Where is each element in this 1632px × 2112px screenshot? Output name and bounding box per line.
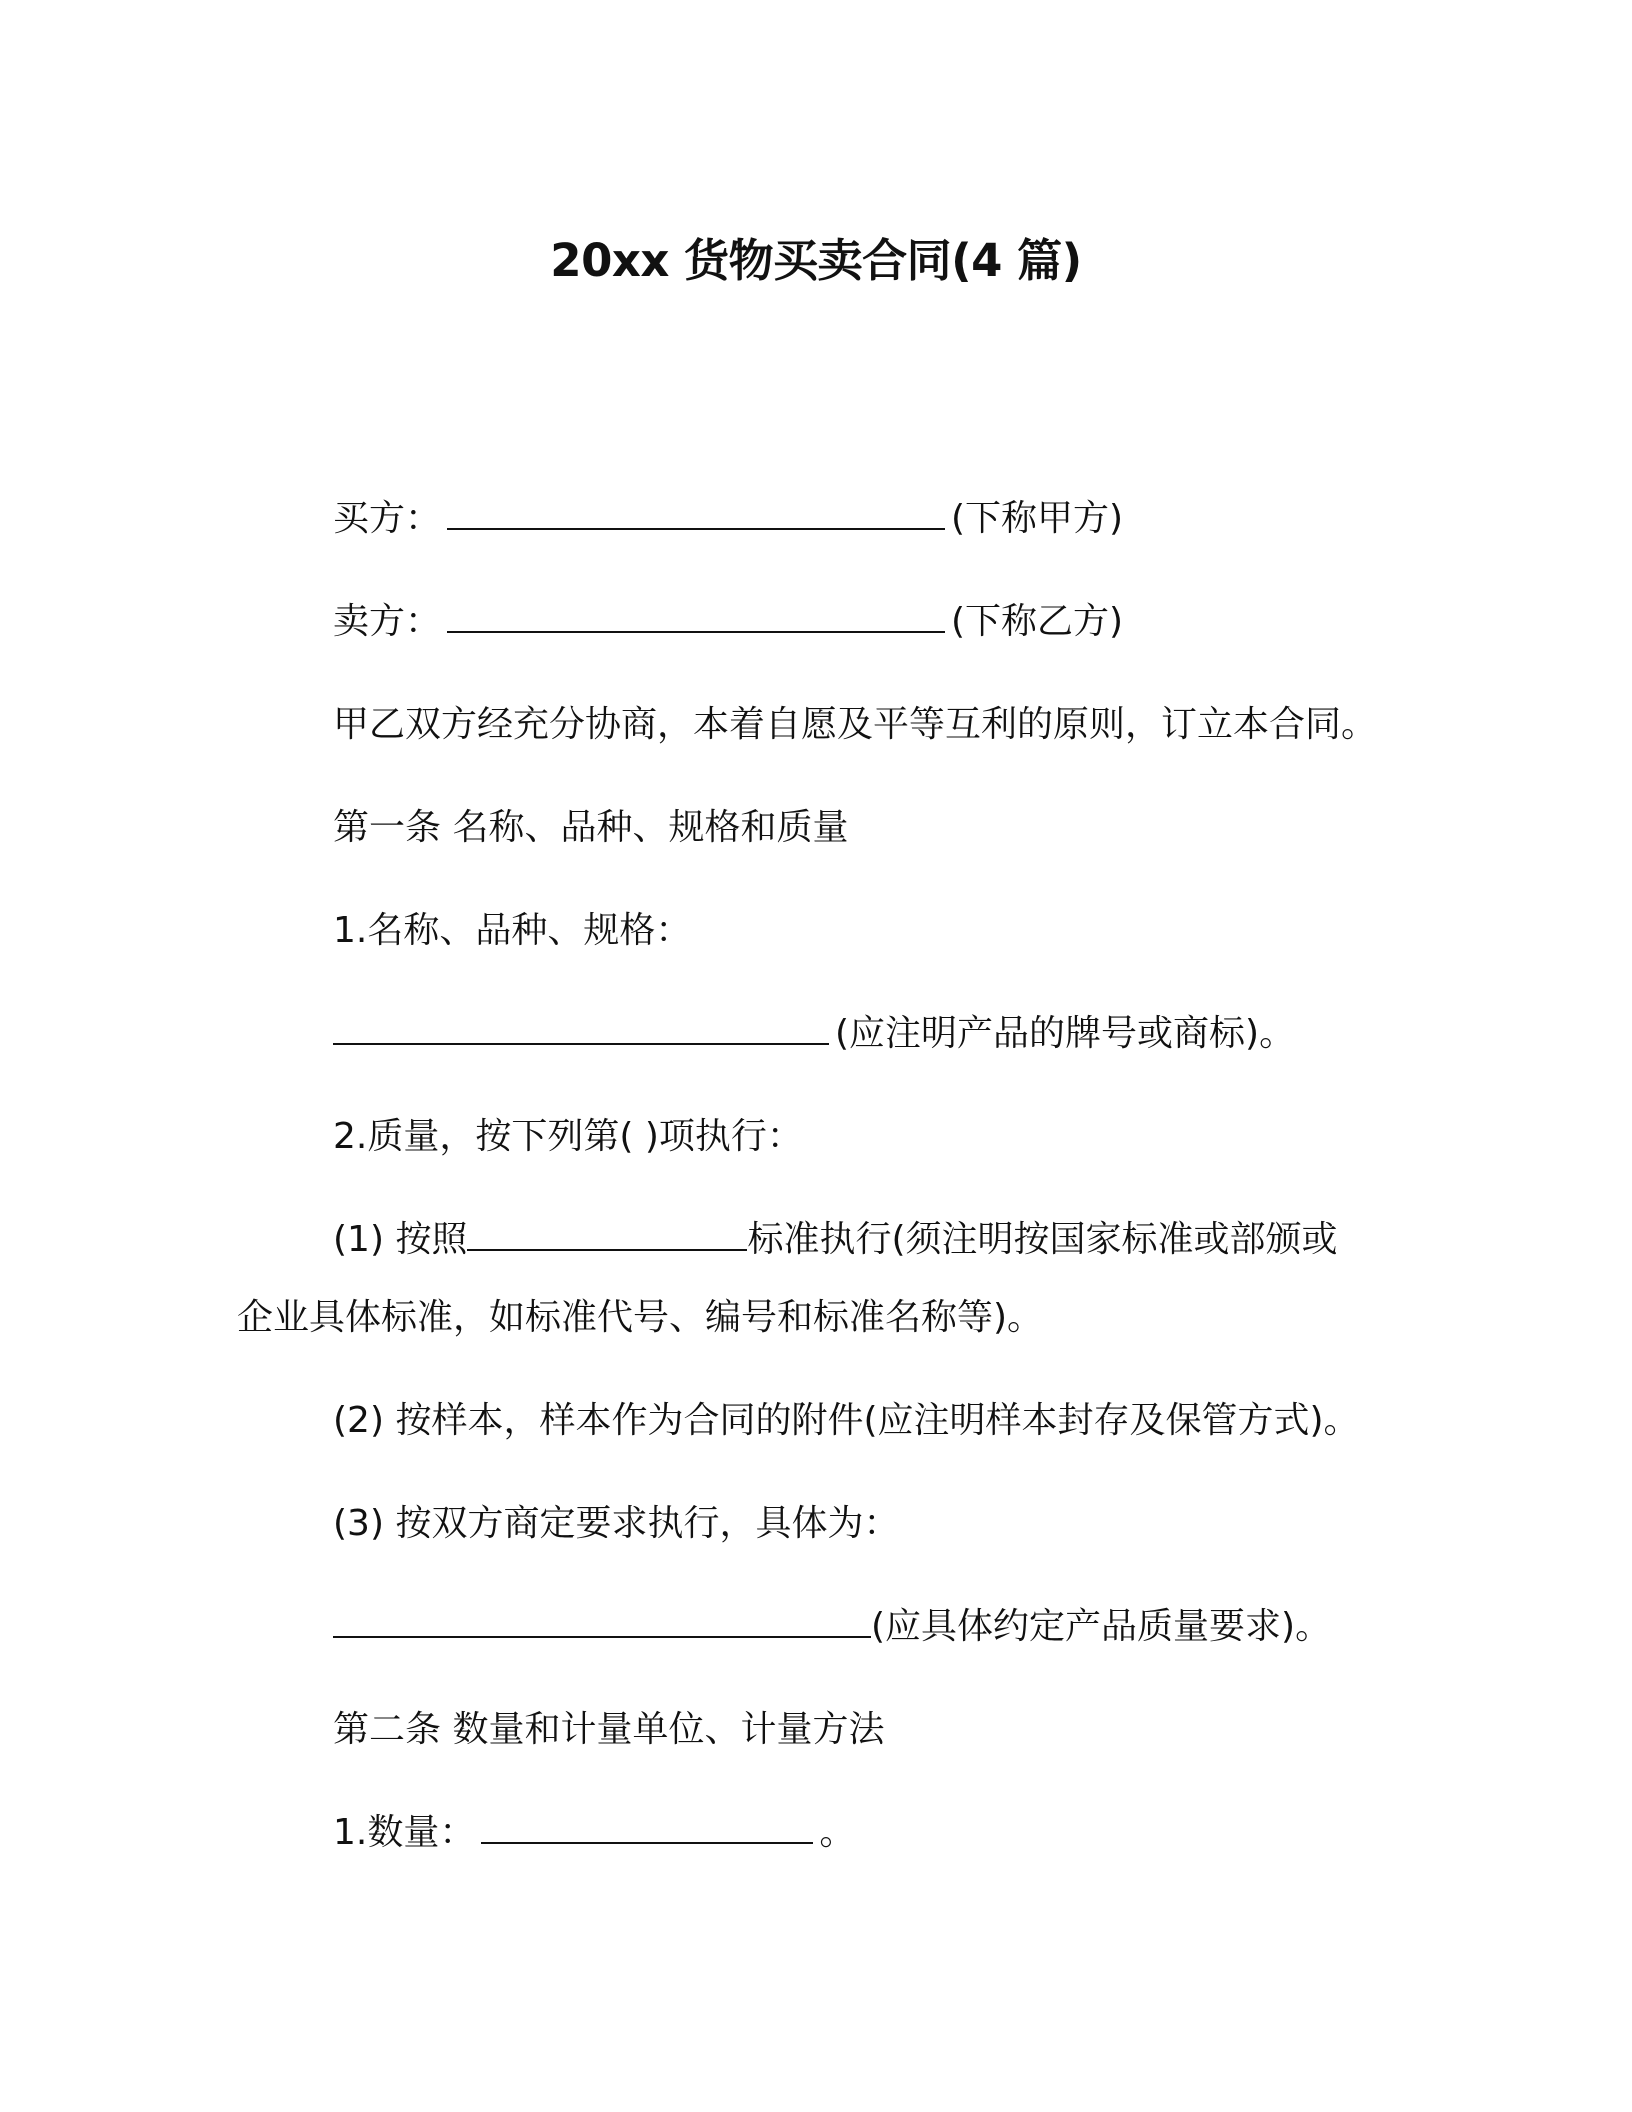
item1-label: 1.名称、品种、规格： <box>333 910 692 951</box>
option3-line <box>333 1605 1331 1649</box>
option3-suffix: (应具体约定产品质量要求)。 <box>871 1606 1332 1647</box>
option1-line <box>333 1218 1338 1262</box>
buyer-blank <box>447 498 945 530</box>
seller-suffix: (下称乙方) <box>951 601 1124 642</box>
buyer-suffix: (下称甲方) <box>951 498 1124 539</box>
seller-line <box>333 600 1123 644</box>
item1-line <box>333 1012 1295 1056</box>
quantity-line <box>333 1811 855 1855</box>
option1-continuation: 企业具体标准，如标准代号、编号和标准名称等)。 <box>237 1297 1044 1338</box>
seller-blank <box>447 601 945 633</box>
option3-blank <box>333 1606 871 1638</box>
option1-blank <box>467 1219 747 1251</box>
item1-suffix: (应注明产品的牌号或商标)。 <box>835 1013 1296 1054</box>
option1-suffix: 标准执行(须注明按国家标准或部颁或 <box>747 1219 1338 1260</box>
option1-prefix: (1) 按照 <box>333 1219 468 1260</box>
preamble: 甲乙双方经充分协商，本着自愿及平等互利的原则，订立本合同。 <box>333 704 1378 745</box>
buyer-label: 买方： <box>333 498 442 539</box>
buyer-line <box>333 497 1123 541</box>
seller-label: 卖方： <box>333 601 442 642</box>
quantity-blank <box>481 1812 813 1844</box>
article2-heading: 第二条 数量和计量单位、计量方法 <box>333 1709 885 1750</box>
quantity-suffix: 。 <box>819 1812 856 1853</box>
option2: (2) 按样本，样本作为合同的附件(应注明样本封存及保管方式)。 <box>333 1400 1360 1441</box>
option3: (3) 按双方商定要求执行，具体为： <box>333 1503 900 1544</box>
item2-label: 2.质量，按下列第( )项执行： <box>333 1116 803 1157</box>
item1-blank <box>333 1013 829 1045</box>
document-title: 20xx 货物买卖合同(4 篇) <box>550 234 1082 287</box>
quantity-label: 1.数量： <box>333 1812 476 1853</box>
article1-heading: 第一条 名称、品种、规格和质量 <box>333 807 849 848</box>
